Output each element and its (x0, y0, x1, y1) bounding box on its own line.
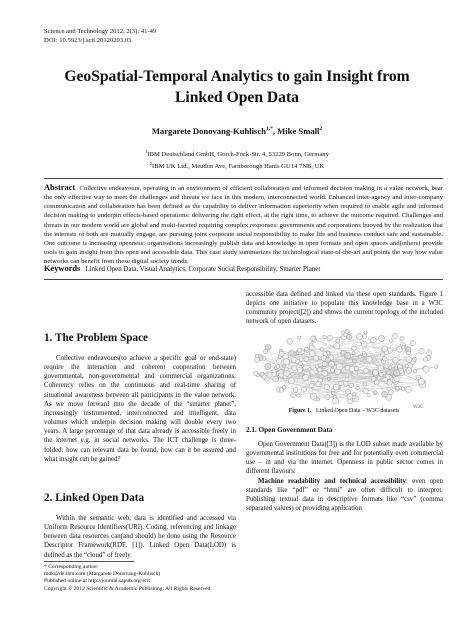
dataset-node (293, 388, 298, 393)
dataset-node (355, 366, 359, 370)
dataset-node (265, 363, 271, 369)
footnote-line-2: mdk@de.ibm.com (Margarete Donovang-Kuhlisch) (44, 571, 161, 578)
dataset-node (405, 364, 408, 367)
dataset-node (362, 351, 365, 354)
journal-header (44, 27, 156, 45)
dataset-node (389, 390, 394, 395)
author-1: Margarete Donovang-Kuhlisch (151, 125, 266, 136)
figure-caption-text: Linked Open Data – W3C datasets (316, 408, 400, 414)
dataset-node (310, 336, 315, 341)
dataset-node (298, 348, 302, 352)
dataset-node (352, 393, 356, 397)
dataset-node (419, 348, 425, 354)
dataset-node (356, 333, 362, 339)
keywords (44, 264, 443, 274)
dataset-node (263, 349, 267, 353)
dataset-node (327, 351, 330, 354)
footnote-line-3: Published online at http://journal.sapub.org/scit (44, 578, 151, 585)
dataset-node (373, 391, 377, 395)
dataset-node (400, 336, 404, 340)
dataset-node (343, 381, 348, 386)
dataset-node (322, 371, 328, 377)
dataset-node (327, 377, 331, 381)
dataset-node (352, 346, 357, 351)
right-col-intro: accessible data defined and linked via these open standards. Figure 1 depicts one initiative to populate this knowledge base in a W3C community project([2]) and shows the current topology of the included network of open datasets. (246, 291, 443, 326)
dataset-node (383, 356, 388, 361)
author-1-sup: 1,* (266, 126, 273, 132)
author-separator: , (272, 125, 278, 136)
dataset-node (279, 373, 284, 378)
affiliation-2 (30, 159, 444, 171)
dataset-node (323, 335, 327, 339)
dataset-node (394, 367, 398, 371)
dataset-node (341, 331, 344, 334)
dataset-node (386, 370, 391, 375)
dataset-node (324, 384, 329, 389)
dataset-node (333, 384, 339, 390)
w3c-logo: W3C (413, 405, 424, 410)
dataset-node (359, 355, 362, 358)
dataset-node (336, 363, 342, 369)
affiliation-1 (30, 147, 444, 159)
dataset-node (394, 370, 400, 376)
dataset-node (336, 339, 340, 343)
dataset-node (364, 331, 367, 334)
dataset-node (378, 335, 384, 341)
dataset-node (282, 364, 286, 368)
dataset-node (392, 333, 397, 338)
dataset-node (363, 383, 366, 386)
dataset-node (381, 353, 385, 357)
dataset-node (339, 381, 344, 386)
keywords-label: Keywords (44, 264, 81, 273)
dataset-node (330, 368, 334, 372)
lod-cloud-figure (248, 328, 442, 404)
dataset-node (318, 368, 322, 372)
machine-readability-label: Machine readability and technical accessibility (258, 477, 406, 485)
paper-title (30, 66, 444, 108)
dataset-node (267, 373, 272, 378)
dataset-node (349, 383, 354, 388)
footnote-line-4: Copyright © 2012 Scientific & Academic Publishing. All Rights Reserved (44, 585, 211, 592)
dataset-node (406, 368, 412, 374)
dataset-node (260, 372, 264, 376)
dataset-node (371, 337, 377, 343)
dataset-node (310, 383, 315, 388)
dataset-node (367, 394, 370, 397)
dataset-node (363, 368, 368, 373)
author-list (30, 124, 444, 137)
bottom-divider (44, 279, 443, 280)
dataset-node (426, 350, 431, 355)
dataset-node (308, 368, 312, 372)
dataset-node (282, 386, 286, 390)
dataset-node (316, 398, 320, 402)
dataset-node (309, 345, 314, 350)
affiliation-1-sup: 1 (145, 149, 148, 154)
author-2-sup: 2 (319, 126, 323, 132)
abstract (44, 183, 443, 266)
abstract-text: Collective endeavours, operating in an environment of efficient collaboration and informed decision making in a value network, bear the only effective way to meet the challenges and threats we face in this modern, interconnected world. Enhanced inter-agency and inter-company communication and collaboration has been defined as the capability to deliver information superiority when required to enable agile and informed decision making to underpin effects-based operations: delivering the right effect, at the right time, to achieve the outcome required. Challenges and threats in our modern world are global and multi-faceted requiring complex responses: governments and corporations buoyed by the realization that the interests of both are mutually engage, are pursuing joint corporate social responsibility to make life and business conduct safe and sustainable. One outcome is increasing openness: organisations increasingly publish data and knowledge in open formats and open spaces and(others) provide tools to gain insight from this open and accessible data. This case study summarizes the technological state-of-the-art and points the way how value networks can benefit from these digital society trends. (44, 185, 443, 266)
dataset-node (297, 367, 302, 372)
top-divider (44, 178, 443, 179)
dataset-node (287, 339, 293, 345)
affiliation-1-text: IBM Deutschland GmbH, Gorch-Fock-Str. 4, 53229 Bonn, Germany (147, 151, 329, 159)
dataset-node (291, 372, 295, 376)
dataset-node (406, 357, 412, 363)
dataset-node (320, 347, 324, 351)
dataset-node (406, 347, 411, 352)
dataset-node (314, 356, 319, 361)
dataset-node (297, 394, 301, 398)
dataset-node (423, 357, 427, 361)
section-2-paragraph: Within the semantic web, data is identified and accessed via Uniform Resource Identifiers(URI). Coding, referencing and linkage between data resources can(and should) be done using the Resource Descriptor Framework(RDF, [1]). Linked Open Data(LOD) is defined as the “cloud” of freely (44, 515, 236, 559)
section-2-heading: 2. Linked Open Data (44, 492, 145, 504)
keywords-text: Linked Open Data, Visual Analytics, Corporate Social Responsibility, Smarter Planet (85, 266, 321, 273)
dataset-node (279, 351, 284, 356)
dataset-node (413, 369, 417, 373)
dataset-node (345, 353, 351, 359)
author-2: Mike Small (277, 125, 320, 136)
dataset-node (405, 386, 411, 392)
dataset-node (273, 376, 279, 382)
lod-cloud-diagram (248, 328, 442, 404)
dataset-node (378, 365, 383, 370)
dataset-node (389, 339, 393, 343)
affiliations (30, 147, 444, 171)
journal-citation: Science and Technology 2012, 2(3): 41-49 (44, 28, 157, 35)
dataset-link (312, 385, 350, 396)
dataset-node (301, 387, 306, 392)
dataset-node (389, 366, 392, 369)
title-line-1: GeoSpatial-Temporal Analytics to gain Insight from (64, 68, 410, 85)
affiliation-2-sup: 2 (149, 161, 152, 167)
dataset-node (396, 386, 400, 390)
footnote-line-1: * Corresponding author: (44, 564, 99, 570)
dataset-node (347, 394, 353, 400)
dataset-node (291, 393, 296, 398)
dataset-node (345, 329, 349, 333)
dataset-node (434, 365, 438, 369)
dataset-node (393, 357, 399, 363)
section-2-1 (246, 426, 443, 513)
dataset-node (310, 393, 316, 399)
open-gov-paragraph: Open Government Data([3]) is the LOD subset made available by governmental institutions for free and for potentially even commercial use – in and via the internet. Openness in public sector comes in different flavours: (246, 441, 443, 476)
abstract-label: Abstract (44, 183, 76, 192)
dataset-node (356, 386, 360, 390)
dataset-node (352, 359, 356, 363)
dataset-node (303, 374, 309, 380)
dataset-node (361, 341, 367, 347)
dataset-node (304, 347, 308, 351)
dataset-node (315, 365, 319, 369)
section-1 (44, 332, 236, 464)
dataset-node (352, 352, 355, 355)
dataset-node (394, 376, 399, 381)
dataset-node (309, 351, 315, 357)
dataset-node (383, 377, 388, 382)
machine-readability-text: : even open standards like “pdf” or “html” are often difficult to interpret. Publishing textual data in descriptive formats like “csv” (comma separated values) or providing application (246, 477, 443, 513)
dataset-node (362, 334, 366, 338)
dataset-node (316, 382, 321, 387)
section-2-1-heading: 2.1. Open Government Data (246, 426, 333, 434)
dataset-node (382, 346, 388, 352)
dataset-node (410, 340, 415, 345)
dataset-node (297, 336, 300, 339)
dataset-node (416, 375, 421, 380)
footnote-rule (44, 561, 134, 562)
figure-caption-label: Figure 1. (288, 408, 312, 414)
dataset-node (332, 398, 338, 404)
machine-readability-paragraph (246, 477, 443, 514)
dataset-node (284, 367, 288, 371)
dataset-node (401, 345, 405, 349)
dataset-node (379, 372, 383, 376)
section-1-paragraph: Collective endeavours(to achieve a specific goal or end-state) require the interaction and coherent cooperation between governmental, non-governmental and commercial organizations. Coherency relies on the continuous and real-time sharing of situational awareness between all participants in the value network. As we move forward into the decade of the “smarter planet”, increasingly instrumented, interconnected and intelligent, data volumes which underpin decision making will double every two years. A large percentage of that data already is accessible freely in the internet e.g. in social networks. The ICT challenge is three-folded: how can relevant data be found, how can it be assured and what insight can be gained? (44, 355, 236, 463)
title-line-2: Linked Open Data (175, 89, 299, 106)
dataset-node (253, 371, 257, 375)
dataset-node (288, 378, 294, 384)
dataset-node (423, 366, 429, 372)
dataset-node (325, 395, 330, 400)
dataset-node (366, 356, 372, 362)
dataset-node (254, 357, 259, 362)
figure-caption (246, 407, 442, 415)
dataset-node (363, 388, 368, 393)
dataset-node (288, 350, 294, 356)
dataset-node (374, 380, 379, 385)
section-1-heading: 1. The Problem Space (44, 332, 149, 344)
doi: DOI: 10.5923/j.scit.20120203.03 (44, 37, 132, 44)
footnote (44, 564, 210, 593)
dataset-node (276, 359, 282, 365)
dataset-node (325, 357, 330, 362)
affiliation-2-text: IBM UK Ltd., Meudon Ave, Farnborough Hants GU14 7NB, UK (152, 163, 325, 171)
dataset-node (332, 391, 335, 394)
dataset-node (327, 335, 332, 340)
dataset-node (304, 357, 309, 362)
dataset-node (298, 362, 302, 366)
dataset-node (413, 357, 417, 361)
dataset-node (349, 366, 355, 372)
dataset-node (372, 370, 378, 376)
dataset-node (334, 343, 340, 349)
dataset-node (276, 365, 280, 369)
dataset-node (381, 391, 387, 397)
dataset-node (292, 366, 297, 371)
section-2 (44, 492, 236, 560)
